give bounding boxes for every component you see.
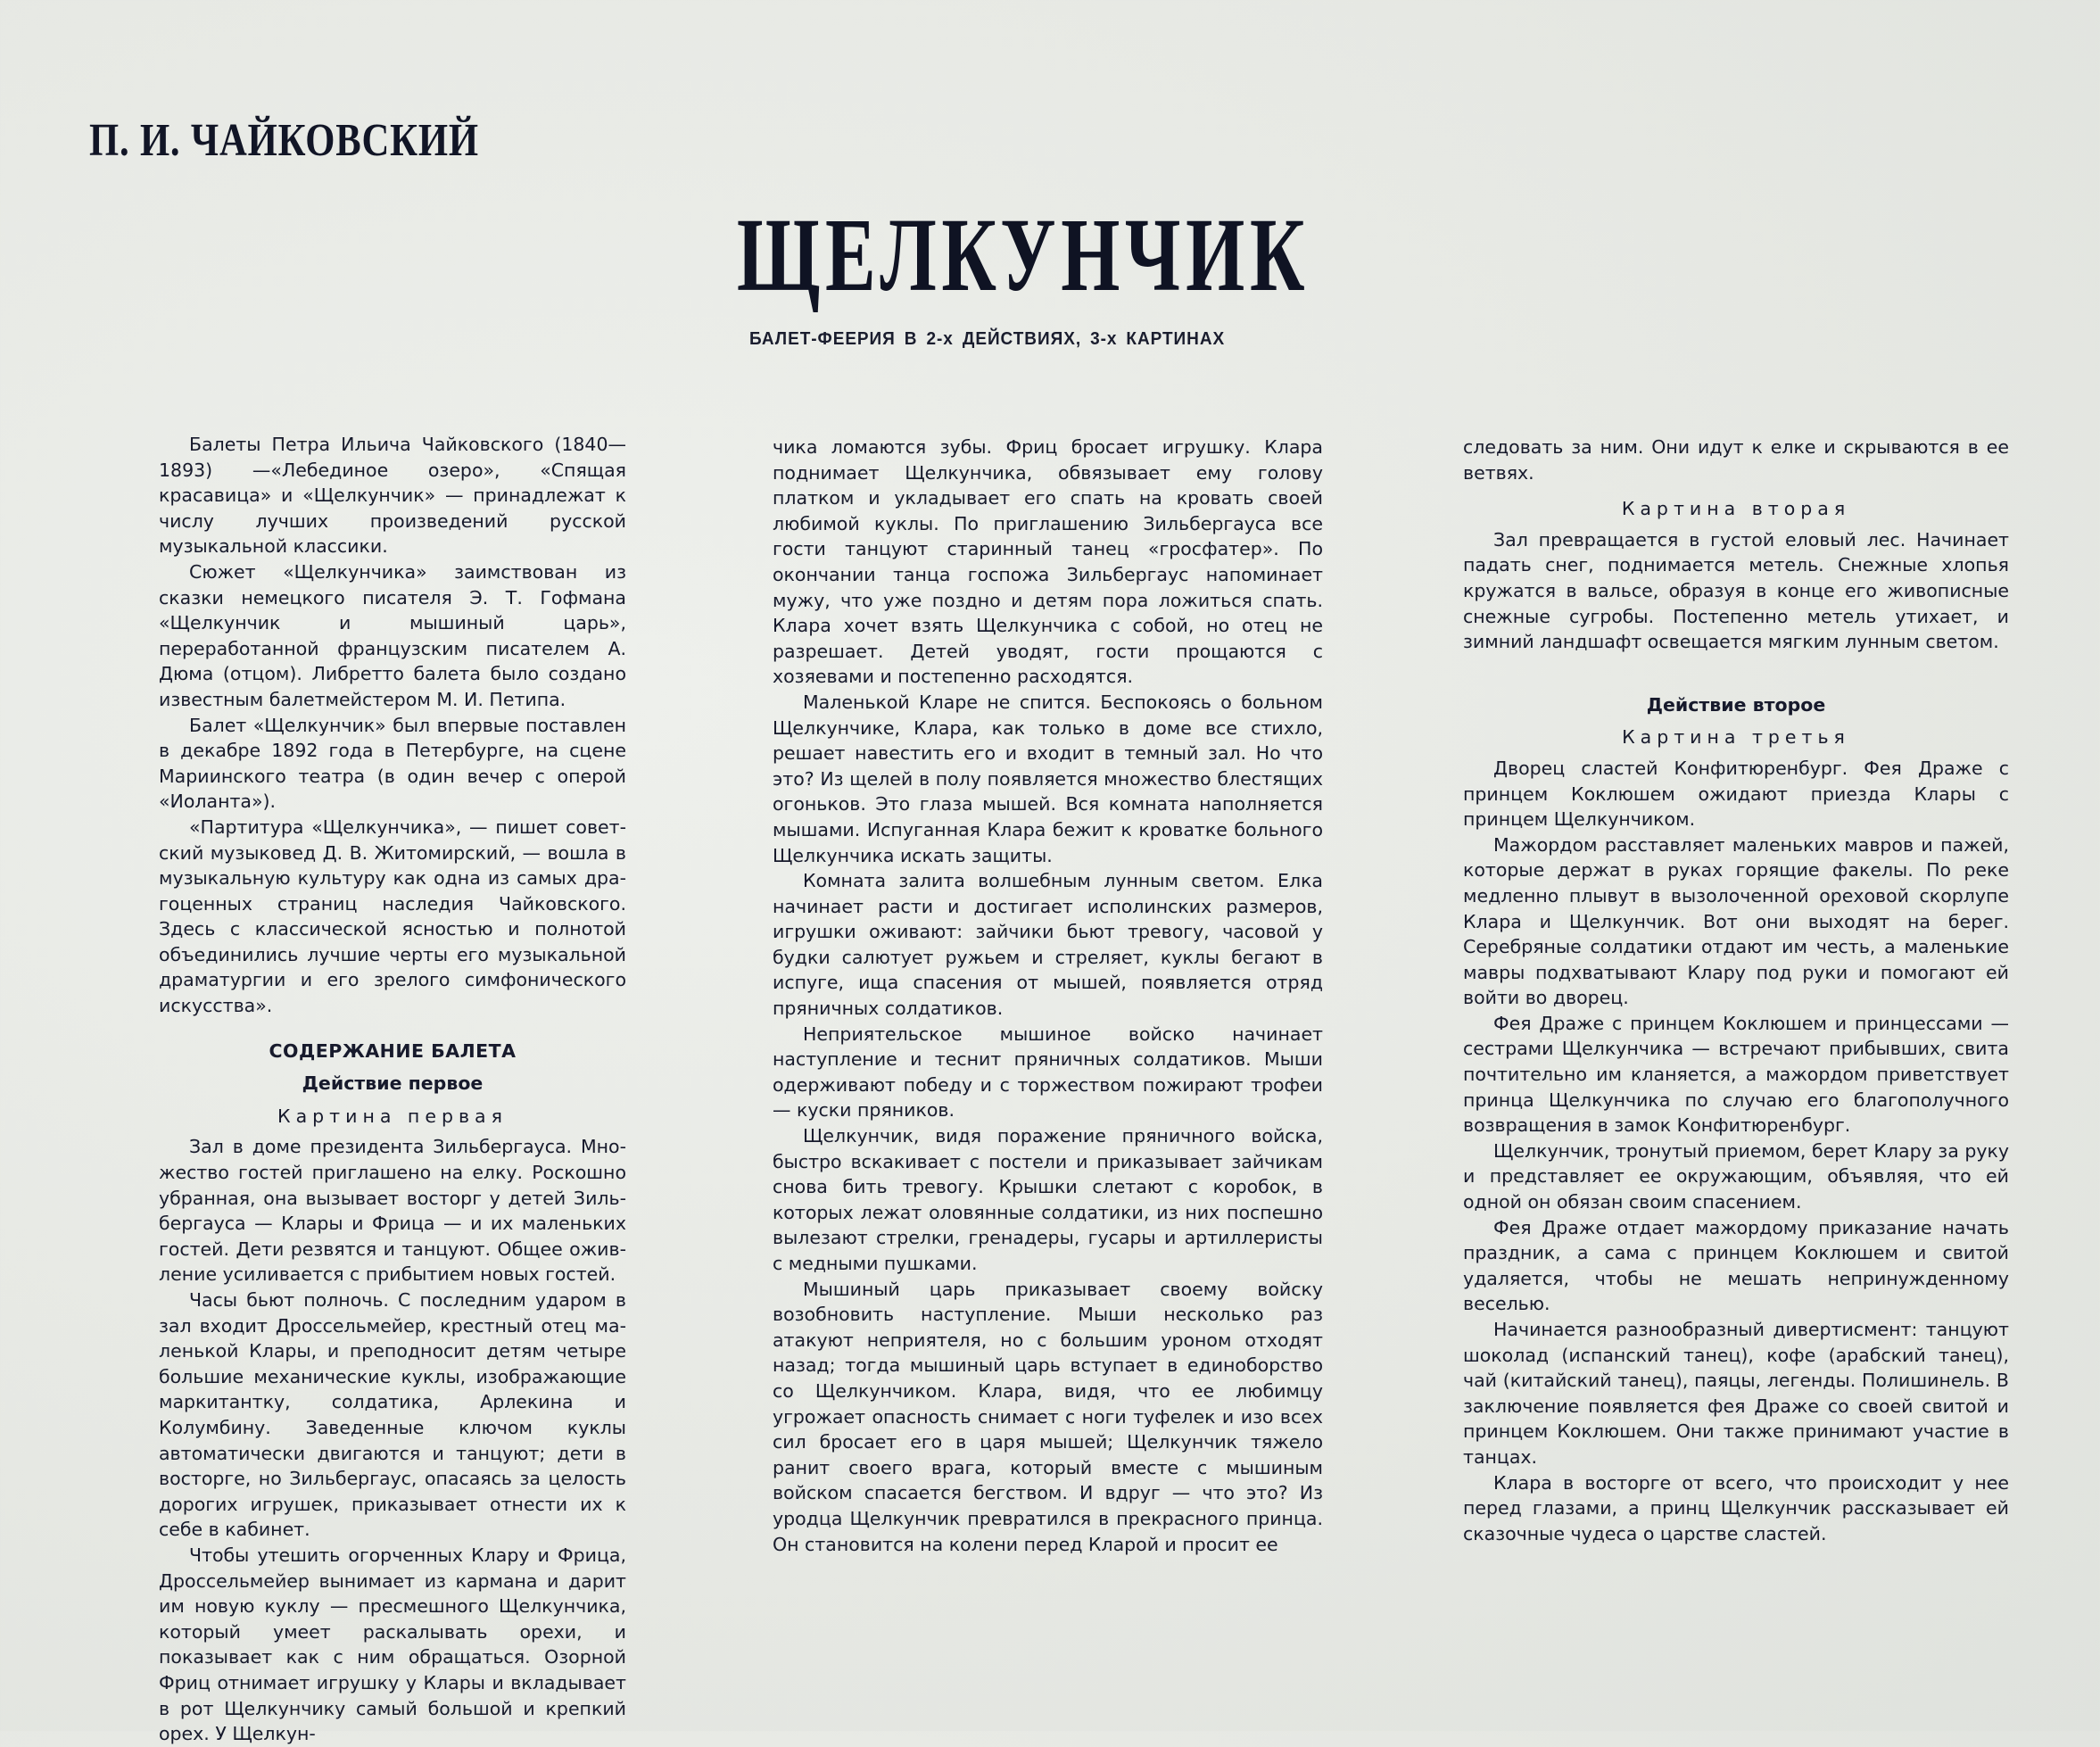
synopsis-paragraph: Щелкунчик, тронутый приемом, берет Клару за руку и представляет ее окружающим, объявляя, что ей одной он обязан своим спасением. xyxy=(1463,1139,2009,1213)
scene-heading: Картина третья xyxy=(1622,726,1850,749)
synopsis-paragraph: Неприятельское мышиное войско начинает наступление и теснит пряничных солдатиков. Мыши одерживают победу и с торжеством пожирают трофеи — куски пряников. xyxy=(773,1023,1323,1122)
synopsis-paragraph: Зал в доме президента Зильбергауса. Множество гостей приглашено на елку. Роскошно убранная, она вызывает восторг у детей Зильбергауса — Клары и Фрица — и их маленьких гостей. Дети резвятся и танцуют. Общее оживление усиливается с прибытием новых гостей. xyxy=(159,1136,626,1286)
synopsis-paragraph: Часы бьют полночь. С последним ударом в зал входит Дроссельмейер, крестный отец маленькой Клары, и преподносит детям четыре большие механические куклы, изображающие маркитантку, солдатика, Арлекина и Колумбину. Заведенные ключом куклы автоматически двигаются и танцуют; дети в восторге, но Зильбергаус, опасаясь за целость дорогих игрушек, приказывает отнести их к себе в кабинет. xyxy=(159,1289,626,1541)
synopsis-paragraph: Фея Драже отдает мажордому приказание начать праздник, а сама с принцем Коклюшем и свитой удаляется, чтобы не мешать непринужденному веселью. xyxy=(1463,1216,2009,1315)
synopsis-paragraph: Комната залита волшебным лунным светом. Елка начинает расти и достигает исполинских размеров, игрушки оживают: зайчики бьют тревогу, часовой у будки салютует ружьем и стреляет, куклы бегают в испуге, ища спасения от мышей, появляется отряд пряничных солдатиков. xyxy=(773,870,1323,1020)
synopsis-paragraph: Маленькой Кларе не спится. Беспокоясь о больном Щелкунчике, Клара, как только в доме все стихло, решает навестить его и входит в темный зал. Но что это? Из щелей в полу появляется множество блестящих огоньков. Это глаза мышей. Вся комната наполняется мышами. Испуганная Клара бежит к кроватке больного Щелкунчика искать защиты. xyxy=(773,691,1323,866)
scene-heading: Картина вторая xyxy=(1621,498,1851,520)
act-heading: Действие первое xyxy=(302,1072,484,1095)
author-name: П. И. ЧАЙКОВСКИЙ xyxy=(89,115,479,166)
synopsis-paragraph: Дворец сластей Конфитюренбург. Фея Драже с принцем Коклюшем ожидают приезда Клары с принцем Щелкунчиком. xyxy=(1463,757,2009,831)
synopsis-paragraph: следовать за ним. Они идут к елке и скрываются в ее ветвях. xyxy=(1463,436,2009,484)
intro-paragraph: Сюжет «Щелкунчика» заимствован из сказки немецкого писателя Э. Т. Гофмана «Щелкунчик и мышиный царь», переработанной французским писателем А. Дюма (отцом). Либретто балета было создано известным балетмейстером М. И. Петипа. xyxy=(159,560,626,710)
page-subtitle: БАЛЕТ-ФЕЕРИЯ В 2-х ДЕЙСТВИЯХ, 3-х КАРТИНАХ xyxy=(749,329,1226,349)
synopsis-paragraph: Клара в восторге от всего, что происходит у нее перед глазами, а принц Щелкунчик рассказывает ей сказочные чудеса о царстве сластей. xyxy=(1463,1471,2009,1544)
intro-paragraph: Балеты Петра Ильича Чайковского (1840—1893) —«Лебединое озеро», «Спящая красавица» и «Щелкунчик» — принадлежат к числу лучших произведений русской музыкальной классики. xyxy=(159,434,626,558)
intro-paragraph: «Партитура «Щелкунчика», — пишет советский музыковед Д. В. Житомирский, — вошла в музыкальную культуру как одна из самых драгоценных страниц наследия Чайковского. Здесь с классической ясностью и полнотой объединились лучшие черты его музыкальной драматургии и его зрелого симфонического искусства». xyxy=(159,816,626,1017)
synopsis-paragraph: Мажордом расставляет маленьких мавров и пажей, которые держат в руках горящие факелы. По реке медленно плывут в вызолоченной ореховой скорлупе Клара и Щелкунчик. Вот они выходят на берег. Серебряные солдатики отдают им честь, а маленькие мавры подхватывают Клару под руки и помогают ей войти во дворец. xyxy=(1463,833,2009,1009)
section-heading: СОДЕРЖАНИЕ БАЛЕТА xyxy=(269,1039,517,1062)
intro-paragraph: Балет «Щелкунчик» был впервые поставлен в декабре 1892 года в Петербурге, на сцене Мариинского театра (в один вечер с оперой «Иоланта»). xyxy=(159,714,626,813)
synopsis-paragraph: Зал превращается в густой еловый лес. Начинает падать снег, поднимается метель. Снежные хлопья кружатся в вальсе, образуя в конце его живописные снежные сугробы. Постепенно метель утихает, и зимний ландшафт освещается мягким лунным светом. xyxy=(1463,528,2009,653)
column-right xyxy=(1463,435,2009,1546)
synopsis-paragraph: Начинается разнообразный дивертисмент: танцуют шоколад (испанский танец), кофе (арабский танец), чай (китайский танец), паяцы, легенды. Полишинель. В заключение появляется фея Драже со своей свитой и принцем Коклюшем. Они также принимают участие в танцах. xyxy=(1463,1319,2009,1468)
column-left xyxy=(159,432,626,1747)
column-middle xyxy=(773,435,1323,1557)
act-heading: Действие второе xyxy=(1646,693,1826,716)
synopsis-paragraph: Мышиный царь приказывает своему войску возобновить наступление. Мыши несколько раз атакуют неприятеля, но с большим уроном отходят назад; тогда мышиный царь вступает в единоборство со Щелкунчиком. Клара, видя, что ее любимцу угрожает опасность снимает с ноги туфелек и изо всех сил бросает его в царя мышей; Щелкунчик тяжело ранит своего врага, который вместе с мышиным войском спасается бегством. И вдруг — что это? Из уродца Щелкунчик превратился в прекрасного принца. Он становится на колени перед Кларой и просит ее xyxy=(773,1278,1323,1555)
synopsis-paragraph: Чтобы утешить огорченных Клару и Фрица, Дроссельмейер вынимает из кармана и дарит им новую куклу — пресмешного Щелкунчика, который умеет раскалывать орехи, и показывает как с ним обращаться. Озорной Фриц отнимает игрушку у Клары и вкладывает в рот Щелкунчику самый большой и крепкий орех. У Щелкун- xyxy=(159,1544,626,1745)
synopsis-paragraph: чика ломаются зубы. Фриц бросает игрушку. Клара поднимает Щелкунчика, обвязывает ему голову платком и укладывает его спать на кровать своей любимой куклы. По приглашению Зильбергауса все гости танцуют старинный танец «гросфатер». По окончании танца госпожа Зильбергаус напоминает мужу, что уже поздно и детям пора ложиться спать. Клара хочет взять Щелкунчика с собой, но отец не разрешает. Детей уводят, гости прощаются с хозяевами и постепенно расходятся. xyxy=(773,436,1323,688)
synopsis-paragraph: Щелкунчик, видя поражение пряничного войска, быстро вскакивает с постели и приказывает зайчикам снова бить тревогу. Крышки слетают с коробок, в которых лежат оловянные солдатики, из них поспешно вылезают стрелки, гренадеры, гусары и артиллеристы с медными пушками. xyxy=(773,1125,1323,1274)
synopsis-paragraph: Фея Драже с принцем Коклюшем и принцессами — сестрами Щелкунчика — встречают прибывших, свита почтительно им кланяется, а мажордом приветствует принца Щелкунчика по случаю его благополучного возвращения в замок Конфитюренбург. xyxy=(1463,1012,2009,1137)
scene-heading: Картина первая xyxy=(277,1105,508,1127)
page-title: ЩЕЛКУНЧИК xyxy=(737,196,1310,313)
